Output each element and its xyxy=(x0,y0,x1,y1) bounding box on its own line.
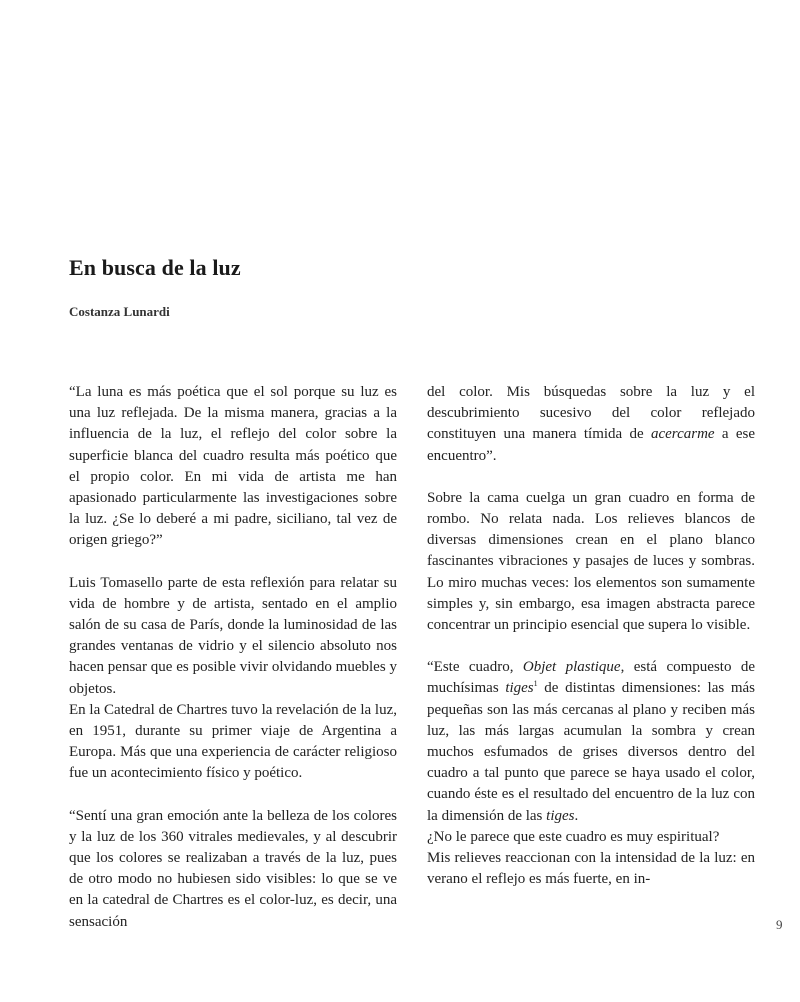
paragraph-color-continued xyxy=(427,382,755,467)
paragraph-chartres: En la Catedral de Chartres tuvo la revelación de la luz, en 1951, durante su primer viaje de Argentina a Europa. Más que una experiencia de carácter religioso fue un acontecimiento físico y poético. xyxy=(69,701,397,782)
left-column xyxy=(69,382,397,954)
paragraph-objet-plastique xyxy=(427,657,755,827)
paragraph-quote-moon: “La luna es más poética que el sol porque su luz es una luz reflejada. De la misma manera, gracias a la influencia de la luz, el reflejo del color sobre la superficie blanca del cuadro resulta más poético que el propio color. En mi vida de artista me han apasionado particularmente las investigaciones sobre la luz. ¿Se lo deberé a mi padre, siciliano, tal vez de origen griego?” xyxy=(69,384,397,549)
paragraph-question: ¿No le parece que este cuadro es muy espiritual? xyxy=(427,828,720,845)
text-run: “Este cuadro, xyxy=(427,659,523,676)
text-italic: tiges xyxy=(505,680,534,697)
right-column xyxy=(427,382,755,890)
text-italic: tiges xyxy=(546,807,575,824)
paragraph-tomasello-intro: Luis Tomasello parte de esta reflexión para relatar su vida de hombre y de artista, sentado en el amplio salón de su casa de París, donde la luminosidad de las grandes ventanas de vidrio y el silencio absoluto nos hacen pensar que es posible vivir olvidando muebles y objetos. xyxy=(69,574,397,697)
paragraph-relieves: Mis relieves reaccionan con la intensidad de la luz: en verano el reflejo es más fuerte, en in- xyxy=(427,850,755,888)
text-run: a ese encuentro”. xyxy=(427,426,756,464)
text-italic: acercarme xyxy=(650,426,715,443)
text-run: de distintas dimensiones: las más pequeñas son las más cercanas al plano y reciben más luz, las más largas acumulan la sombra y crean muchos esfumados de grises diversos dentro del cuadro a tal punto que parece se haya usado el color, cuando éste es el resultado del encuentro de la luz con la dimensión de las xyxy=(427,680,755,824)
footnote-marker: 1 xyxy=(533,679,538,689)
text-run: del color. Mis búsquedas sobre la luz y el descubrimiento sucesivo del color reflejado constituyen una manera tímida de xyxy=(427,384,755,443)
text-run: . xyxy=(574,807,579,824)
paragraph-quote-vitrales: “Sentí una gran emoción ante la belleza de los colores y la luz de los 360 vitrales medievales, y al descubrir que los colores se realizaban a través de la luz, pues de otro modo no hubiesen sido visibles: lo que se ve en la catedral de Chartres es el color-luz, es decir, una sensación xyxy=(69,807,397,930)
paragraph-rombo: Sobre la cama cuelga un gran cuadro en forma de rombo. No relata nada. Los relieves blancos de diversas dimensiones crean en el plano blanco fascinantes vibraciones y pasajes de luces y sombras. Lo miro muchas veces: los elementos son sumamente simples y, sin embargo, esa imagen abstracta parece concentrar un principio esencial que supera lo visible. xyxy=(427,489,755,634)
text-run: , está compuesto de muchísimas xyxy=(427,659,756,697)
article-title: En busca de la luz xyxy=(69,255,241,280)
article-author: Costanza Lunardi xyxy=(69,304,170,319)
artwork-title: Objet plastique xyxy=(522,659,621,676)
page-number: 9 xyxy=(776,917,783,932)
